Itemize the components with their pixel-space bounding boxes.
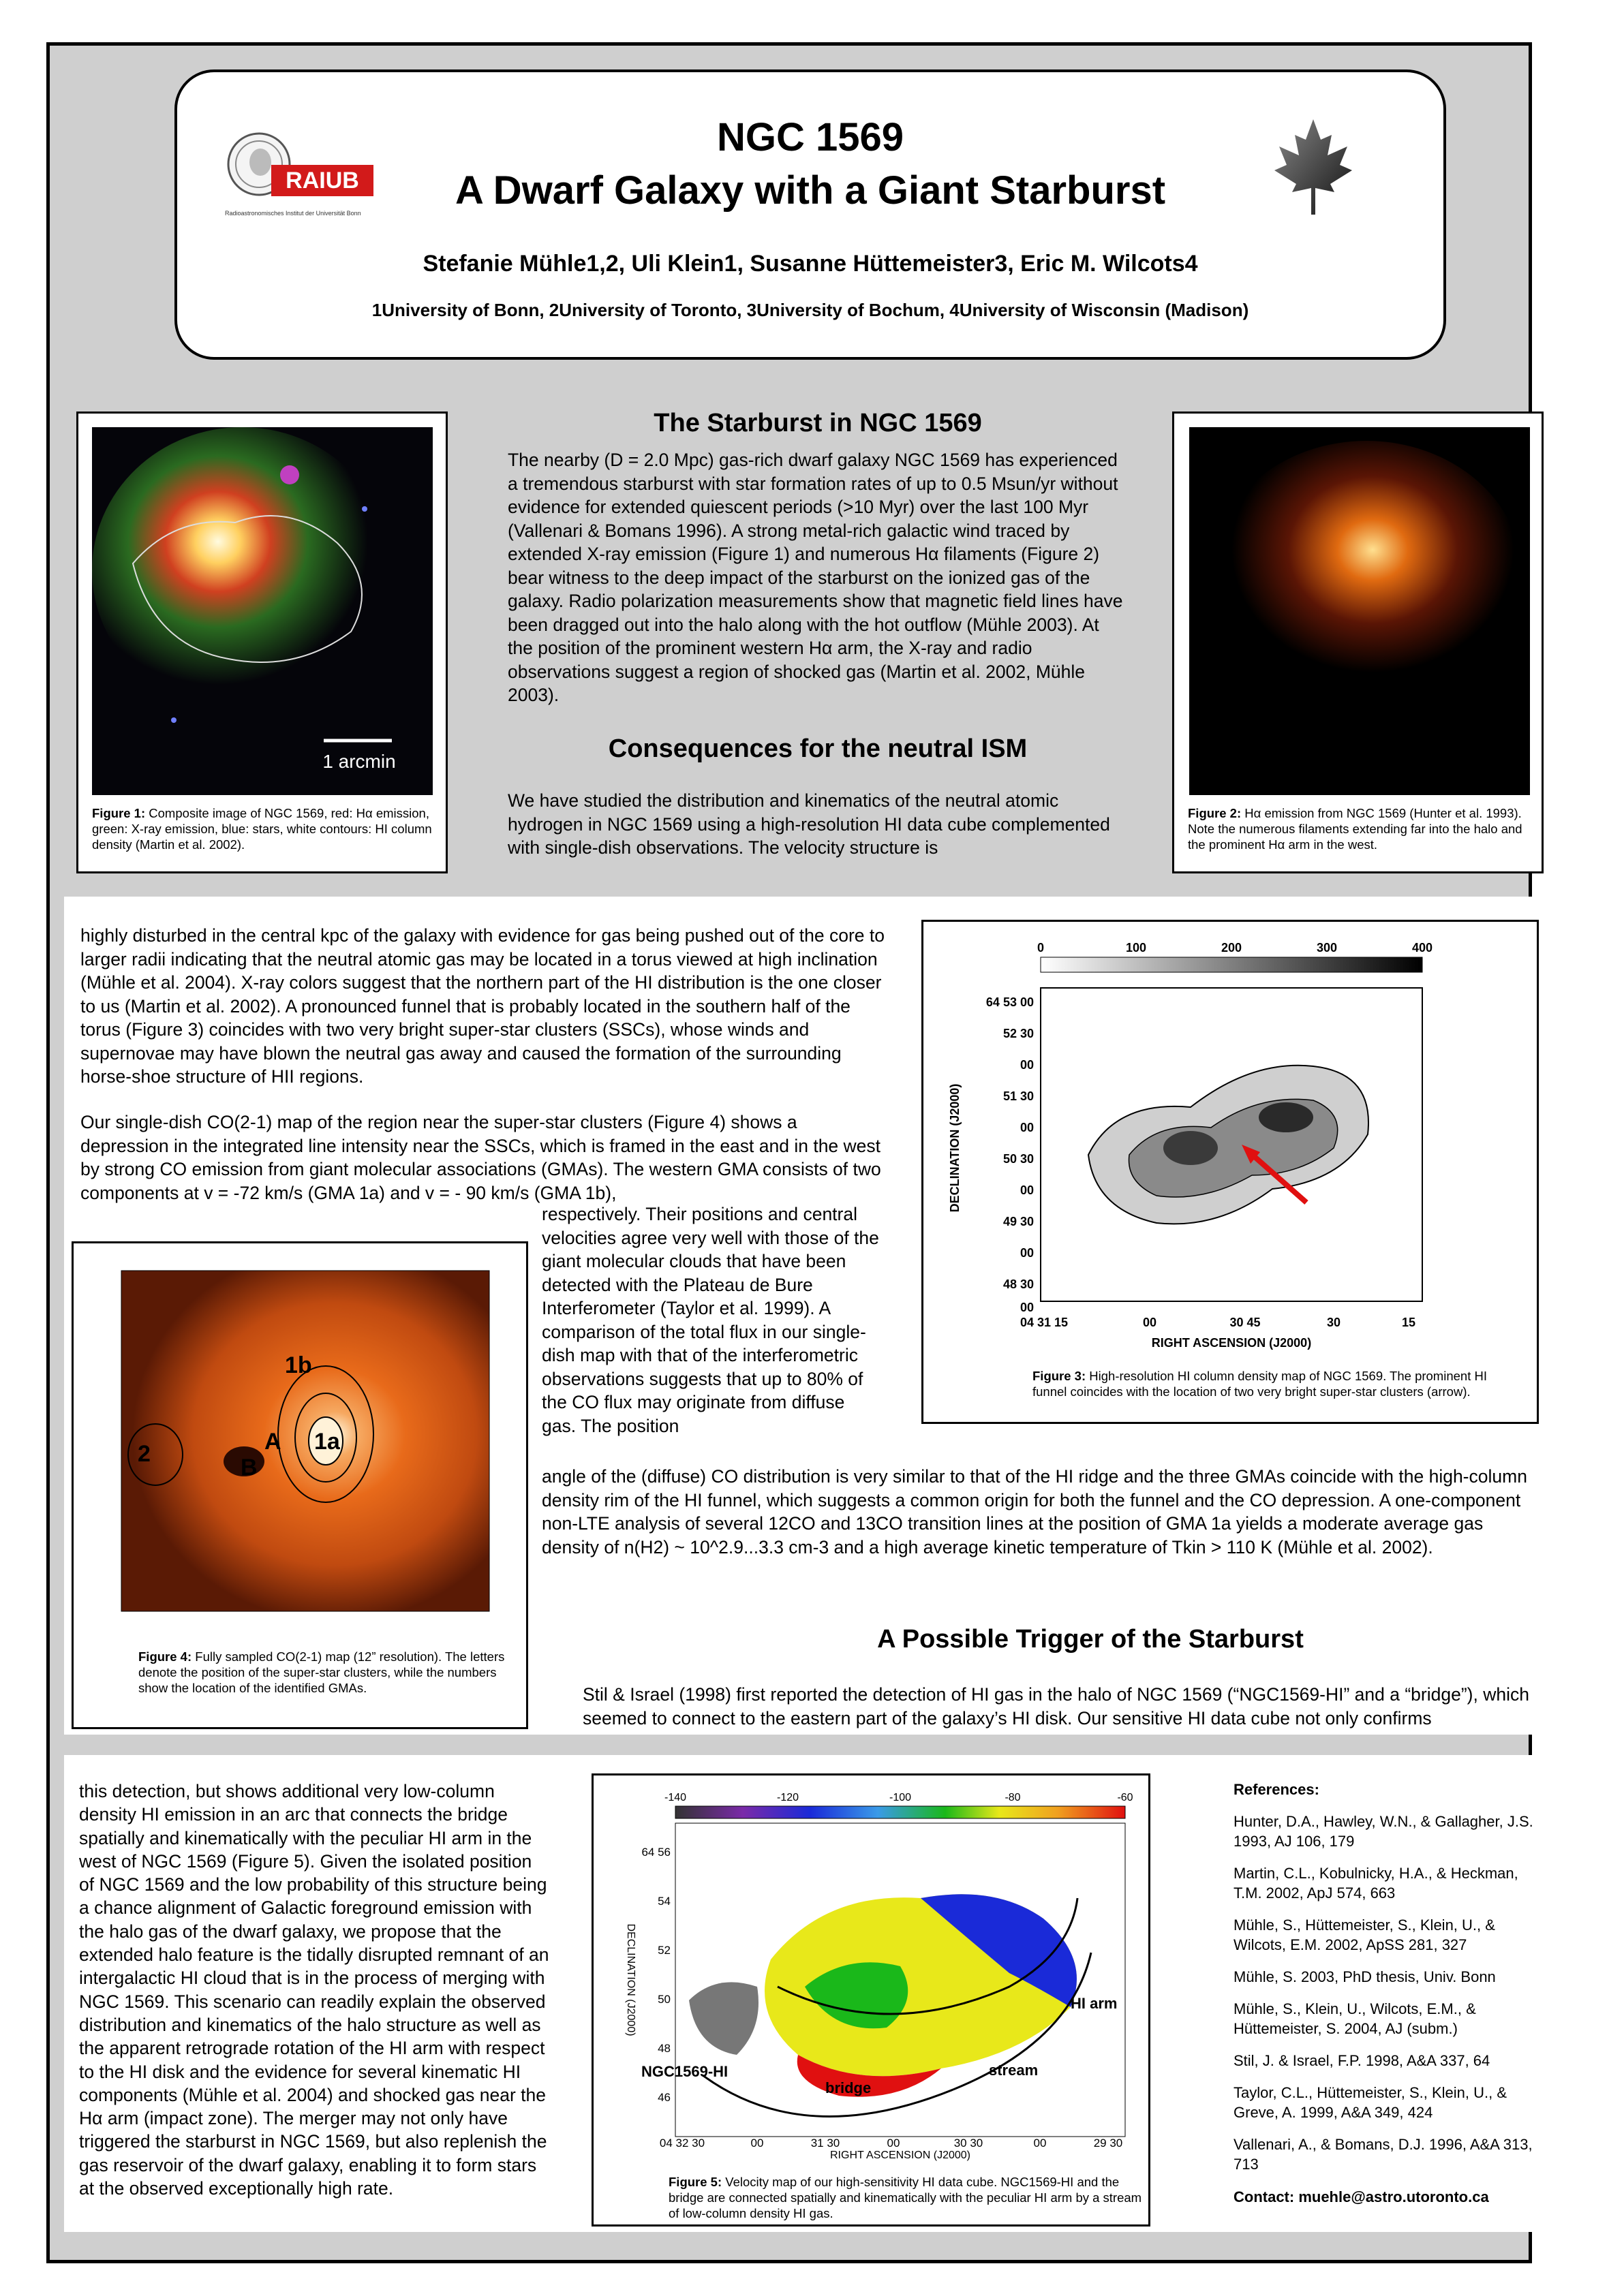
reference-item: Martin, C.L., Kobulnicky, H.A., & Heckman, T.M. 2002, ApJ 574, 663 xyxy=(1234,1865,1518,1902)
poster-subtitle: A Dwarf Galaxy with a Giant Starburst xyxy=(455,168,1166,213)
figure1-caption-label: Figure 1: xyxy=(92,806,146,820)
section-text-neutral-ism-intro: We have studied the distribution and kinematics of the neutral atomic hydrogen in NGC 1569 using a high-resolution HI data cube complemented with single-dish observations. The velocity structure is xyxy=(508,790,1110,858)
f5-label-ngc1569-hi: NGC1569-HI xyxy=(641,2063,729,2080)
f3-cbar-tick: 0 xyxy=(1037,941,1045,955)
f3-cbar-tick: 100 xyxy=(1125,941,1147,955)
references xyxy=(1234,1780,1533,2186)
f5-cbar-tick: -100 xyxy=(889,1792,912,1803)
f5-ytick: 52 xyxy=(658,1944,671,1957)
f3-ytick: 00 xyxy=(1020,1246,1034,1260)
f5-xtick: 00 xyxy=(1033,2137,1047,2150)
figure4-caption-text: Fully sampled CO(2-1) map (12” resolution). The letters denote the position of the super-star clusters, while the numbers show the location of the identified GMAs. xyxy=(138,1649,505,1695)
f3-ytick: 00 xyxy=(1020,1121,1034,1134)
references-title: References: xyxy=(1234,1781,1319,1798)
author-list: Stefanie Mühle1,2, Uli Klein1, Susanne Hüttemeister3, Eric M. Wilcots4 xyxy=(423,251,1198,277)
f5-ylabel: DECLINATION (J2000) xyxy=(625,1923,637,2036)
section-text-starburst: The nearby (D = 2.0 Mpc) gas-rich dwarf galaxy NGC 1569 has experienced a tremendous starburst with star formation rates of up to 0.5 Msun/yr without evidence for extended quiescent periods (>10 Myr) over the last 100 Myr (Vallenari & Bomans 1996). A strong metal-rich galactic wind traced by extended X-ray emission (Figure 1) and numerous Hα filaments (Figure 2) bear witness to the deep impact of the starburst on the ionized gas of the galaxy. Radio polarization measurements show that magnetic field lines have been dragged out into the halo along with the hot outflow (Mühle 2003). At the position of the prominent western Hα arm, the X-ray and radio observations suggest a region of shocked gas (Martin et al. 2002, Mühle 2003). xyxy=(508,450,1123,705)
section-text-trigger-main: this detection, but shows additional very low-column density HI emission in an arc that connects the bridge spatially and kinematically with the peculiar HI arm in the west of NGC 1569 (Figure 5). Given the isolated position of NGC 1569 and the low probability of this structure being a chance alignment of Galactic foreground emission with the halo gas of the dwarf galaxy, we propose that the extended halo feature is the tidally disrupted remnant of an intergalactic HI cloud that is in the process of merging with NGC 1569. This scenario can readily explain the observed distribution and kinematics of the halo structure as well as the apparent retrograde rotation of the HI arm with respect to the HI disk and the evidence for several kinematic HI components (Mühle et al. 2004) and shocked gas near the Hα arm (impact zone). The merger may not only have triggered the starburst in NGC 1569, but also replenish the gas reservoir of the dwarf galaxy, enabling it to form stars at the observed exceptionally high rate. xyxy=(79,1781,549,2199)
f5-ytick: 46 xyxy=(658,2091,671,2104)
reference-item: Mühle, S. 2003, PhD thesis, Univ. Bonn xyxy=(1234,1968,1496,1985)
f3-ytick: 49 30 xyxy=(1002,1215,1034,1228)
f3-xtick: 30 45 xyxy=(1229,1316,1261,1329)
f3-cbar-tick: 400 xyxy=(1411,941,1433,955)
f3-ylabel: DECLINATION (J2000) xyxy=(948,1083,962,1213)
figure5-caption-label: Figure 5: xyxy=(669,2175,722,2189)
f3-xtick: 30 xyxy=(1326,1316,1341,1329)
figure5-chart xyxy=(600,1782,1146,2164)
figure1-image xyxy=(92,427,433,795)
section-text-co-map: Our single-dish CO(2-1) map of the region near the super-star clusters (Figure 4) shows a depression in the integrated line intensity near the SSCs, which is framed in the east and in the west by strong CO emission from giant molecular associations (GMAs). The western GMA consists of two components at v = -72 km/s (GMA 1a) and v = - 90 km/s (GMA 1b), xyxy=(80,1112,881,1203)
section-text-co-analysis: angle of the (diffuse) CO distribution is very similar to that of the HI ridge and the three GMAs coincide with the high-column density rim of the HI funnel, which suggests a common origin for both the funnel and the CO depression. A one-component non-LTE analysis of several 12CO and 13CO transition lines at the position of GMA 1a yields a moderate average gas density of n(H2) ~ 10^2.9...3.3 cm-3 and a high average kinetic temperature of Tkin > 110 K (Mühle et al. 2002). xyxy=(542,1466,1527,1557)
figure3-caption-text: High-resolution HI column density map of NGC 1569. The prominent HI funnel coincides with the location of two very bright super-star clusters (arrow). xyxy=(1032,1369,1487,1399)
f3-xticks xyxy=(1020,1316,1415,1329)
reference-item: Mühle, S., Hüttemeister, S., Klein, U., & Wilcots, E.M. 2002, ApSS 281, 327 xyxy=(1234,1917,1495,1953)
figure1-panel xyxy=(76,412,448,873)
contact-email[interactable]: Contact: muehle@astro.utoronto.ca xyxy=(1234,2188,1489,2205)
logo-text: RAIUB xyxy=(286,168,359,193)
section-title-starburst: The Starburst in NGC 1569 xyxy=(654,409,982,437)
f3-xlabel: RIGHT ASCENSION (J2000) xyxy=(1151,1336,1312,1350)
f4-label-A: A xyxy=(264,1429,281,1455)
figure5-panel xyxy=(592,1773,1150,2227)
f4-label-2: 2 xyxy=(138,1441,151,1467)
f5-xtick: 04 32 30 xyxy=(659,2137,705,2150)
f5-xtick: 31 30 xyxy=(810,2137,840,2150)
f4-label-1a: 1a xyxy=(314,1429,340,1455)
figure2-caption-label: Figure 2: xyxy=(1188,806,1242,820)
figure3-caption-label: Figure 3: xyxy=(1032,1369,1086,1383)
f4-label-B: B xyxy=(241,1455,258,1480)
f3-xtick: 00 xyxy=(1142,1316,1157,1329)
affiliations: 1University of Bonn, 2University of Toronto, 3University of Bochum, 4University of Wisconsin (Madison) xyxy=(371,300,1249,320)
f5-label-stream: stream xyxy=(989,2062,1039,2079)
section-text-trigger-intro: Stil & Israel (1998) first reported the detection of HI gas in the halo of NGC 1569 (“NGC1569-HI” and a “bridge”), which seemed to connect to the eastern part of the galaxy’s HI disk. Our sensitive HI data cube not only confirms xyxy=(583,1684,1529,1728)
f5-label-bridge: bridge xyxy=(825,2079,872,2096)
f5-cbar-tick: -120 xyxy=(776,1792,799,1803)
f3-cbar-tick: 300 xyxy=(1316,941,1338,955)
f5-ytick: 48 xyxy=(658,2042,671,2055)
f5-ytick: 64 56 xyxy=(641,1846,671,1859)
figure3-panel xyxy=(921,920,1539,1424)
figure1-caption xyxy=(92,805,433,852)
reference-item: Stil, J. & Israel, F.P. 1998, A&A 337, 64 xyxy=(1234,2052,1490,2069)
f5-cbar-tick: -60 xyxy=(1117,1792,1133,1803)
f4-label-1b: 1b xyxy=(285,1352,312,1378)
f3-yticks xyxy=(986,995,1034,1314)
f5-xtick: 00 xyxy=(750,2137,764,2150)
figure2-caption xyxy=(1188,805,1529,852)
figure4-panel xyxy=(72,1241,528,1729)
figure5-caption-text: Velocity map of our high-sensitivity HI data cube. NGC1569-HI and the bridge are connected spatially and kinematically with the peculiar HI arm by a stream of low-column density HI gas. xyxy=(669,2175,1142,2220)
figure4-caption-label: Figure 4: xyxy=(138,1649,192,1664)
logo-caption: Radioastronomisches Institut der Universität Bonn xyxy=(225,210,361,217)
reference-item: Taylor, C.L., Hüttemeister, S., Klein, U., & Greve, A. 1999, A&A 349, 424 xyxy=(1234,2084,1507,2121)
f5-xtick: 30 30 xyxy=(953,2137,983,2150)
figure4-caption xyxy=(138,1649,520,1696)
reference-item: Hunter, D.A., Hawley, W.N., & Gallagher, J.S. 1993, AJ 106, 179 xyxy=(1234,1813,1533,1850)
figure2-caption-text: Hα emission from NGC 1569 (Hunter et al. 1993). Note the numerous filaments extending far into the halo and the prominent Hα arm in the west. xyxy=(1188,806,1522,852)
figure5-caption xyxy=(669,2174,1146,2221)
f5-label-hi-arm: HI arm xyxy=(1071,1995,1118,2012)
figure3-caption xyxy=(1032,1368,1523,1399)
f5-cbar-tick: -80 xyxy=(1005,1792,1021,1803)
f5-xtick: 29 30 xyxy=(1093,2137,1123,2150)
f3-ytick: 00 xyxy=(1020,1058,1034,1072)
f3-xtick: 04 31 15 xyxy=(1020,1316,1069,1329)
section-title-trigger: A Possible Trigger of the Starburst xyxy=(877,1625,1304,1654)
figure4-chart xyxy=(94,1257,503,1639)
f3-xtick: 15 xyxy=(1401,1316,1416,1329)
f3-ytick: 51 30 xyxy=(1002,1089,1034,1103)
f5-ytick: 54 xyxy=(658,1895,671,1908)
f5-cbar-tick: -140 xyxy=(664,1792,687,1803)
figure1-scalebar-label: 1 arcmin xyxy=(322,751,396,772)
figure3-chart xyxy=(932,930,1531,1352)
section-text-neutral-ism-main: highly disturbed in the central kpc of the galaxy with evidence for gas being pushed out of the core to larger radii indicating that the neutral atomic gas may be located in a torus viewed at high inclination (Mühle et al. 2004). X-ray colors suggest that the northern part of the HI distribution is the one closer to us (Martin et al. 2002). A pronounced funnel that is probably located in the southern half of the torus (Figure 3) coincides with two very bright super-star clusters (SSCs), whose winds and supernovae may have blown the neutral gas away and caused the formation of the surrounding horse-shoe structure of HII regions. xyxy=(80,925,885,1087)
f3-ytick: 64 53 00 xyxy=(985,995,1034,1009)
section-text-co-comparison: respectively. Their positions and central velocities agree very well with those of the giant molecular clouds that have been detected with the Plateau de Bure Interferometer (Taylor et al. 1999). A comparison of the total flux in our single-dish map with that of the interferometric observations suggests that up to 80% of the CO flux may originate from diffuse gas. The position xyxy=(542,1204,879,1436)
section-title-neutral-ism: Consequences for the neutral ISM xyxy=(608,734,1028,763)
f3-ytick: 50 30 xyxy=(1002,1152,1034,1166)
f3-ytick: 00 xyxy=(1020,1301,1034,1314)
reference-item: Mühle, S., Klein, U., Wilcots, E.M., & Hüttemeister, S. 2004, AJ (subm.) xyxy=(1234,2000,1476,2037)
poster-title: NGC 1569 xyxy=(716,115,904,159)
figure2-panel xyxy=(1172,412,1544,873)
figure1-caption-text: Composite image of NGC 1569, red: Hα emission, green: X-ray emission, blue: stars, white contours: HI column density (Martin et al. 2002). xyxy=(92,806,432,852)
f3-cbar-tick: 200 xyxy=(1221,941,1242,955)
f5-xlabel: RIGHT ASCENSION (J2000) xyxy=(830,2150,970,2161)
reference-item: Vallenari, A., & Bomans, D.J. 1996, A&A 313, 713 xyxy=(1234,2136,1533,2173)
f5-xticks xyxy=(660,2137,1122,2150)
figure2-image xyxy=(1189,427,1530,795)
f5-ytick: 50 xyxy=(658,1993,671,2006)
f3-ytick: 48 30 xyxy=(1002,1277,1034,1291)
f3-ytick: 00 xyxy=(1020,1183,1034,1197)
f5-xtick: 00 xyxy=(887,2137,900,2150)
f3-ytick: 52 30 xyxy=(1002,1027,1034,1040)
